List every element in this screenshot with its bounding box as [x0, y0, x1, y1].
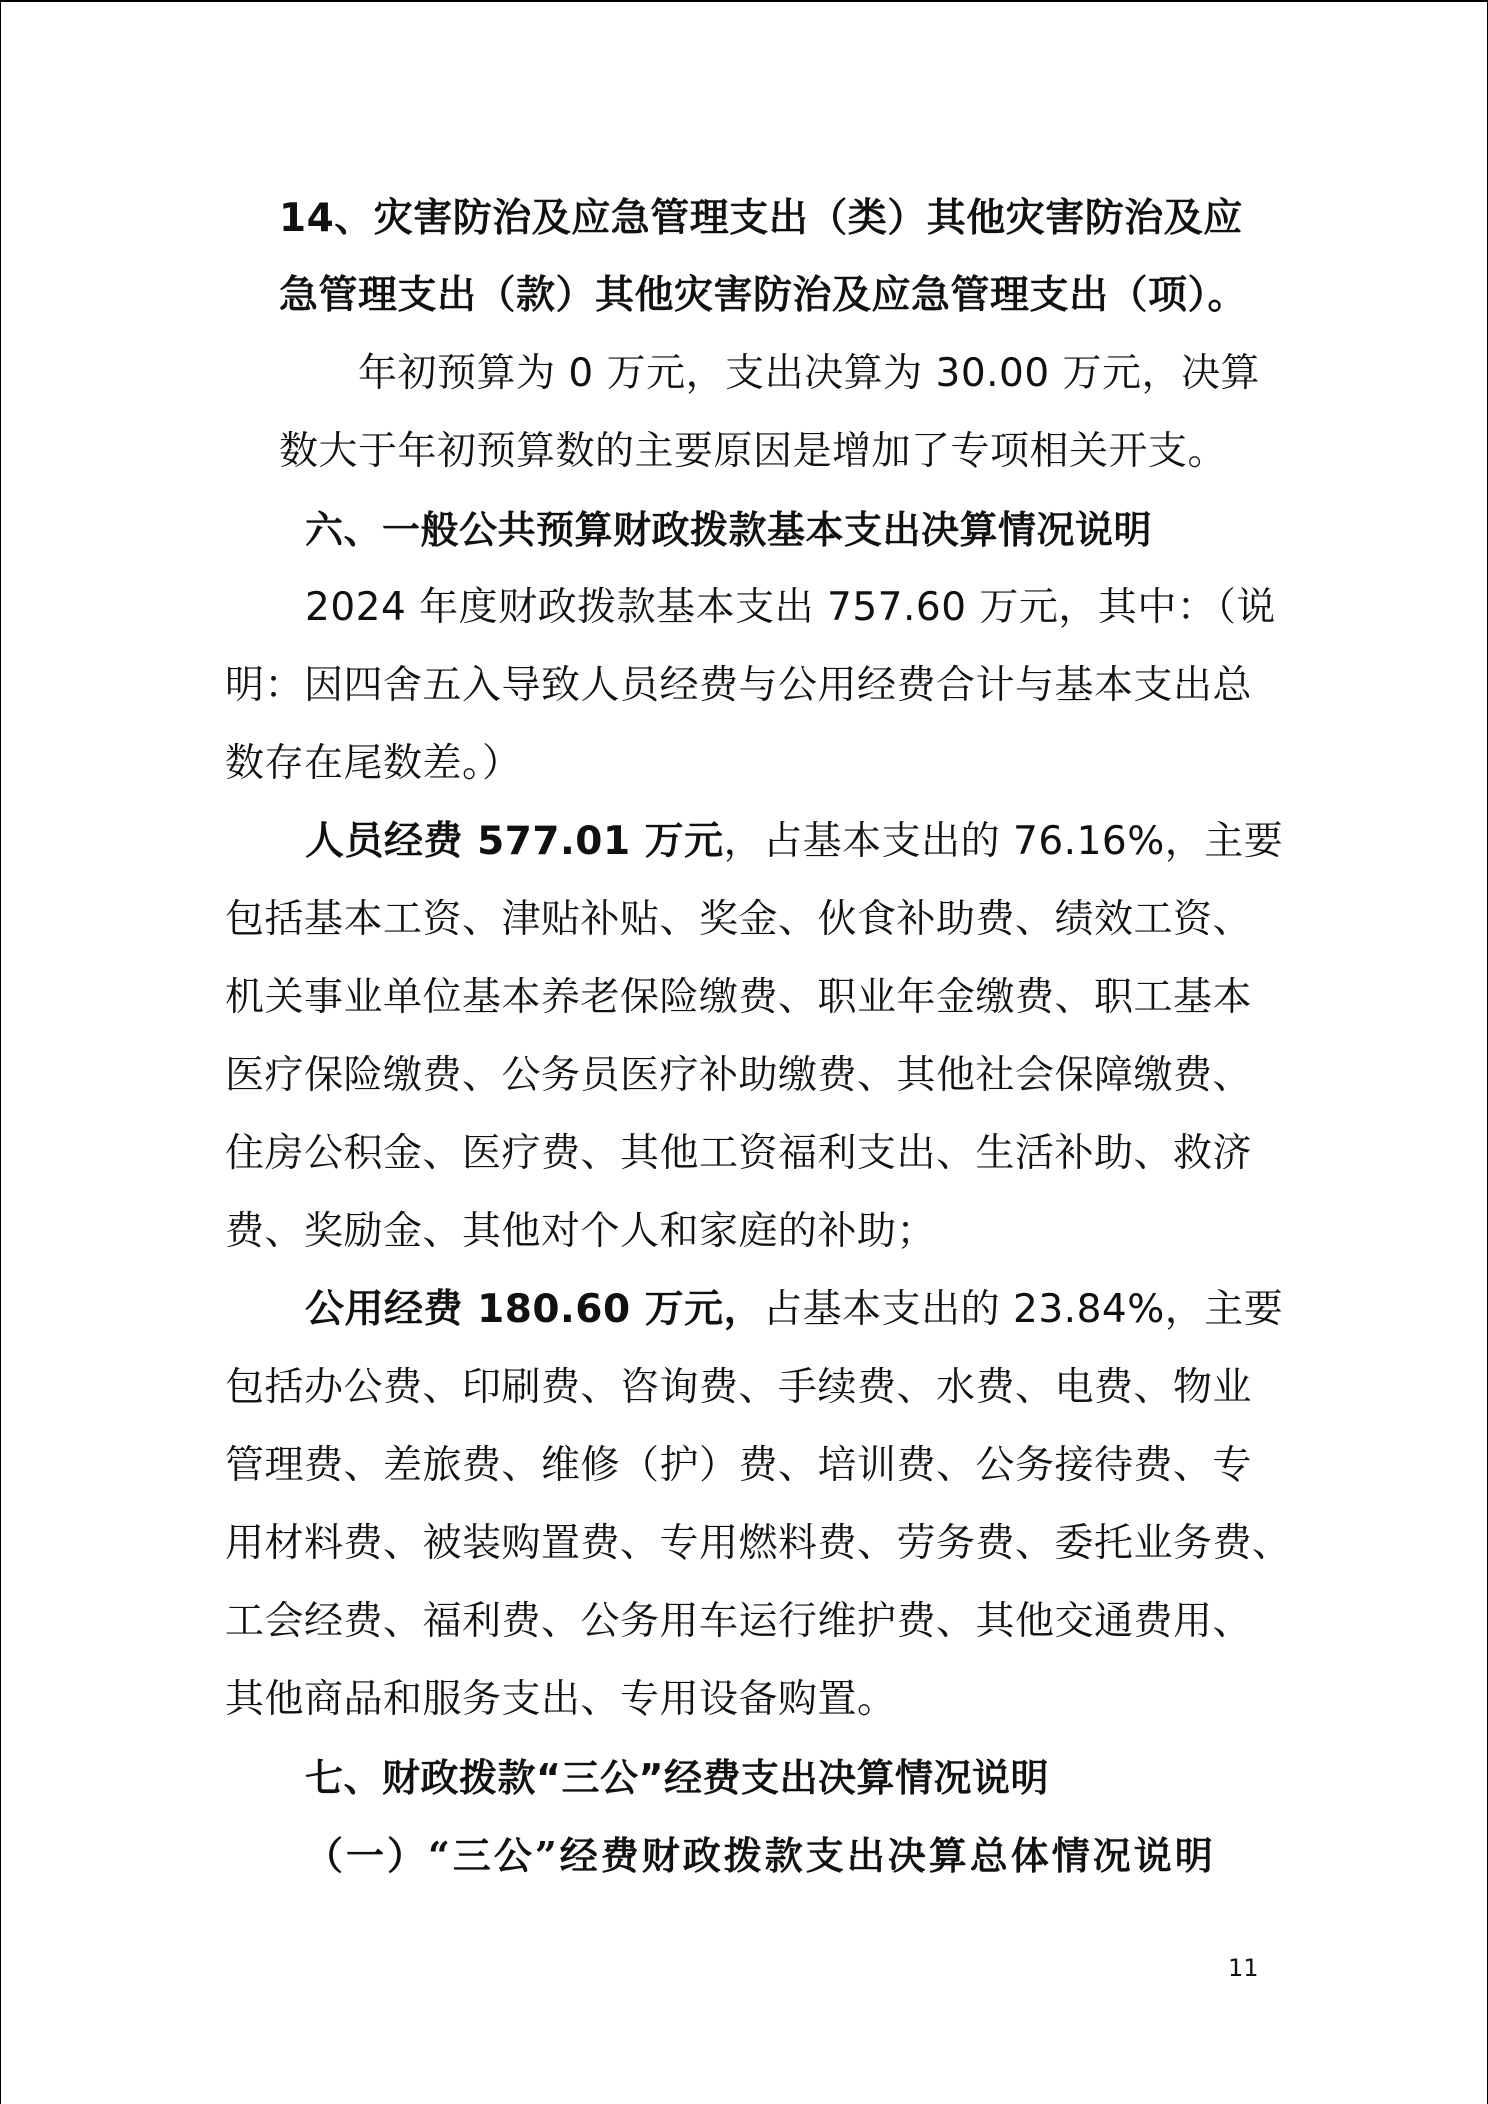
personnel-expense-line-2: 包括基本工资、津贴补贴、奖金、伙食补助费、绩效工资、	[225, 897, 1253, 942]
section-6-intro-line-2: 明：因四舍五入导致人员经费与公用经费合计与基本支出总	[225, 663, 1253, 708]
personnel-expense-line-1	[305, 816, 1283, 868]
public-expense-line-1	[305, 1284, 1283, 1336]
personnel-expense-line-3: 机关事业单位基本养老保险缴费、职业年金缴费、职工基本	[225, 975, 1253, 1020]
public-expense-label: 公用经费 180.60 万元，	[305, 1287, 764, 1332]
public-expense-share: 占基本支出的 23.84%，主要	[763, 1287, 1284, 1332]
personnel-expense-label: 人员经费 577.01 万元	[305, 819, 724, 864]
section-7-subheading-1: （一）“三公”经费财政拨款支出决算总体情况说明	[305, 1833, 1216, 1878]
section-7-heading: 七、财政拨款“三公”经费支出决算情况说明	[305, 1756, 1049, 1800]
section-6-heading: 六、一般公共预算财政拨款基本支出决算情况说明	[305, 508, 1153, 552]
personnel-expense-share: ，占基本支出的 76.16%，主要	[723, 819, 1284, 864]
section-6-intro-line-3: 数存在尾数差。）	[225, 741, 522, 786]
public-expense-line-6: 其他商品和服务支出、专用设备购置。	[225, 1677, 897, 1722]
personnel-expense-line-4: 医疗保险缴费、公务员医疗补助缴费、其他社会保障缴费、	[225, 1053, 1253, 1098]
public-expense-line-5: 工会经费、福利费、公务用车运行维护费、其他交通费用、	[225, 1599, 1253, 1644]
personnel-expense-line-6: 费、奖励金、其他对个人和家庭的补助；	[225, 1209, 937, 1254]
personnel-expense-line-5: 住房公积金、医疗费、其他工资福利支出、生活补助、救济	[225, 1131, 1253, 1176]
section-6-intro-line-1: 2024 年度财政拨款基本支出 757.60 万元，其中：（说	[305, 585, 1276, 630]
item-14-title-line-1: 14、灾害防治及应急管理支出（类）其他灾害防治及应	[279, 196, 1243, 241]
page-number: 11	[1228, 1954, 1259, 1982]
public-expense-line-3: 管理费、差旅费、维修（护）费、培训费、公务接待费、专	[225, 1443, 1253, 1488]
item-14-body-line-2: 数大于年初预算数的主要原因是增加了专项相关开支。	[279, 429, 1228, 474]
item-14-body-line-1: 年初预算为 0 万元，支出决算为 30.00 万元，决算	[358, 351, 1261, 396]
public-expense-line-4: 用材料费、被装购置费、专用燃料费、劳务费、委托业务费、	[225, 1521, 1292, 1566]
public-expense-line-2: 包括办公费、印刷费、咨询费、手续费、水费、电费、物业	[225, 1365, 1253, 1410]
item-14-title-line-2: 急管理支出（款）其他灾害防治及应急管理支出（项）。	[279, 273, 1248, 318]
